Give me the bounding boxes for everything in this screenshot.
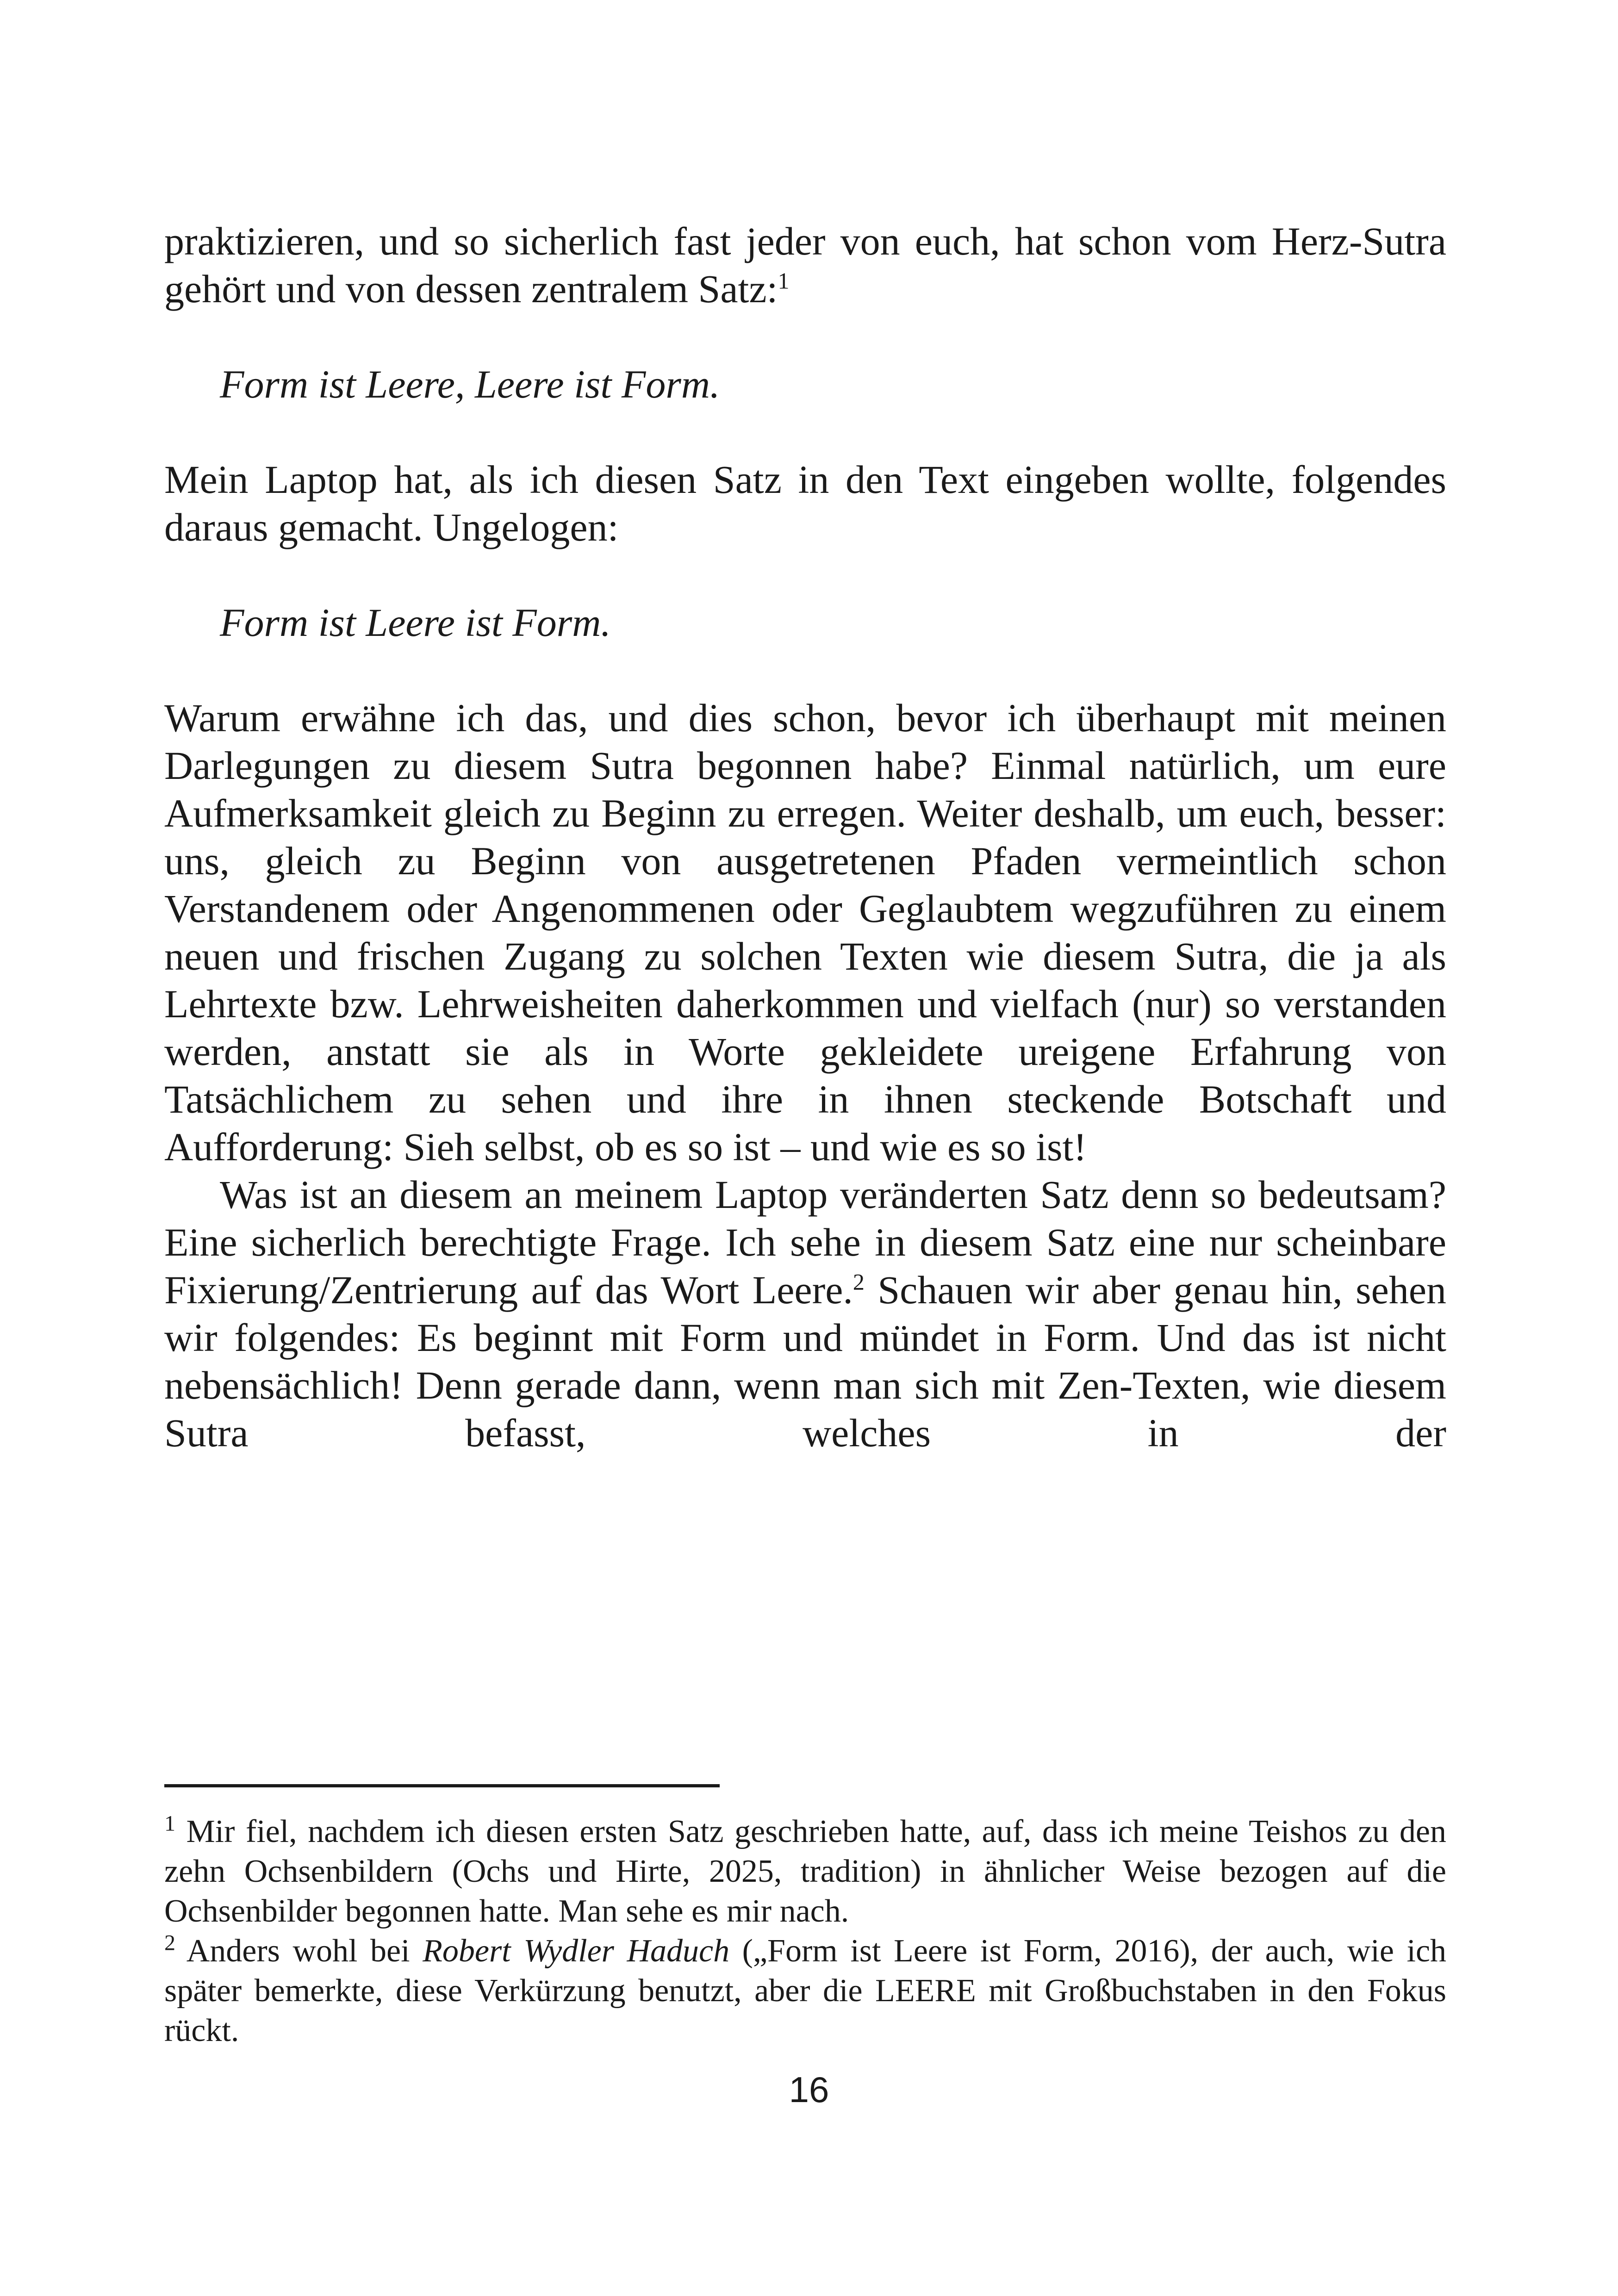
quote-1: Form ist Leere, Leere ist Form. <box>220 362 720 406</box>
footnote-divider <box>164 1784 720 1787</box>
quote-2: Form ist Leere ist Form. <box>220 600 611 645</box>
footnote-ref-2[interactable]: 2 <box>853 1269 865 1295</box>
footnote-2-pre: Anders wohl bei <box>175 1933 423 1969</box>
page-number: 16 <box>789 2069 829 2110</box>
page-body <box>164 218 1446 1457</box>
paragraph-1-text: praktizieren, und so sicherlich fast jeder von euch, hat schon vom Herz-Sutra gehört und von dessen zentralem Satz: <box>164 219 1446 311</box>
footnote-1-text: Mir fiel, nachdem ich diesen ersten Satz geschrieben hatte, auf, dass ich meine Teishos zu den zehn Ochsenbildern (Ochs und Hirte, 2025, tradition) in ähnlicher Weise bezogen auf die Ochsenbilder begonnen hatte. Man sehe es mir nach. <box>164 1814 1446 1929</box>
paragraph-1 <box>164 218 1446 313</box>
paragraph-4 <box>164 1171 1446 1457</box>
paragraph-2: Mein Laptop hat, als ich diesen Satz in den Text eingeben wollte, folgendes daraus gemacht. Ungelogen: <box>164 457 1446 549</box>
paragraph-3: Warum erwähne ich das, und dies schon, bevor ich überhaupt mit meinen Darlegungen zu diesem Sutra begonnen habe? Einmal natürlich, um eure Aufmerksamkeit gleich zu Beginn zu erregen. Weiter deshalb, um euch, besser: uns, gleich zu Beginn von ausgetretenen Pfaden vermeintlich schon Verstandenem oder Angenommenen oder Geglaubtem wegzuführen zu einem neuen und frischen Zugang zu solchen Texten wie diesem Sutra, die ja als Lehrtexte bzw. Lehrweisheiten daherkommen und vielfach (nur) so verstanden werden, anstatt sie als in Worte gekleidete ureigene Erfahrung von Tatsächlichem zu sehen und ihre in ihnen steckende Botschaft und Aufforderung: Sieh selbst, ob es so ist – und wie es so ist! <box>164 696 1446 1169</box>
paragraph-4-text-b: Schauen wir aber genau hin, sehen wir folgendes: Es beginnt mit Form und mündet in Form. Und das ist nicht nebensächlich! Denn gerade dann, wenn man sich mit Zen-Texten, wie diesem Sutra befasst, welches in der <box>164 1268 1446 1455</box>
footnote-2-mark: 2 <box>164 1930 175 1955</box>
footnote-2-post: („Form ist Leere ist Form, 2016), der auch, wie ich später bemerkte, diese Verkürzung benutzt, aber die LEERE mit Großbuchstaben in den Fokus rückt. <box>164 1933 1447 2048</box>
paragraph-4-text-a: Was ist an diesem an meinem Laptop veränderten Satz denn so bedeutsam? Eine sicherlich berechtigte Frage. Ich sehe in diesem Satz eine nur scheinbare Fixierung/Zentrierung auf das Wort Leere. <box>164 1172 1446 1312</box>
footnotes <box>164 1812 1446 2051</box>
footnote-2 <box>164 1931 1446 2051</box>
footnote-1-mark: 1 <box>164 1811 175 1836</box>
footnote-1 <box>164 1812 1446 1931</box>
footnote-ref-1[interactable]: 1 <box>778 268 790 294</box>
footnote-2-author: Robert Wydler Haduch <box>423 1933 730 1969</box>
